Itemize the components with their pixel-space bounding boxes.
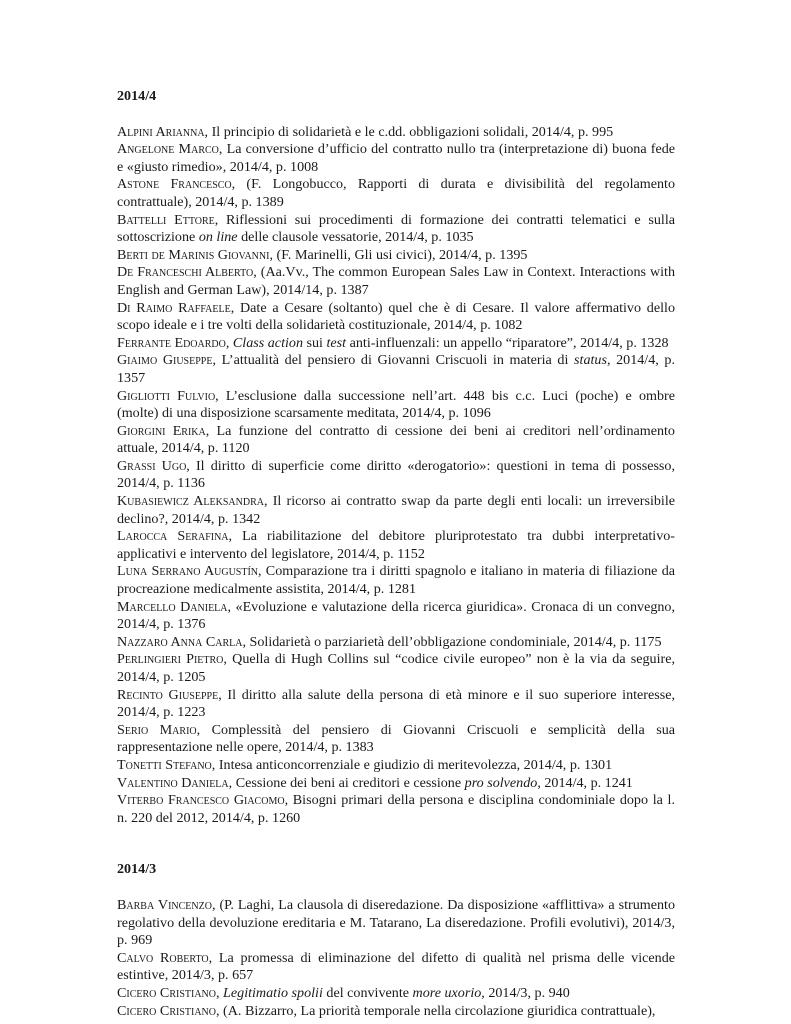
entry-text: , Solidarietà o parziarietà dell’obbligazione condominiale, 2014/4, p. 1175	[242, 633, 662, 650]
entry-author: Di Raimo Raffaele	[117, 299, 231, 316]
bibliography-entry	[117, 300, 675, 335]
bibliography-entry	[117, 1003, 675, 1021]
bibliography-entry	[117, 897, 675, 950]
entry-text: , Il diritto alla salute della persona di età minore e il suo superiore interesse, 2014/4, p. 1223	[117, 686, 675, 721]
entry-text: , Quella di Hugh Collins sul “codice civile europeo” non è la via da seguire, 2014/4, p. 1205	[117, 651, 675, 685]
bibliography-entry	[117, 141, 675, 176]
entry-author: Giaimo Giuseppe	[117, 352, 213, 369]
bibliography-entry	[117, 757, 675, 775]
bibliography-entry	[117, 950, 675, 985]
entry-author: Cicero Cristiano	[117, 984, 216, 1001]
entry-italic-text: more uxorio	[412, 984, 482, 1001]
entry-text: , Il principio di solidarietà e le c.dd. obbligazioni solidali, 2014/4, p. 995	[204, 123, 614, 140]
entry-italic-text: Class action	[232, 334, 303, 351]
bibliography-entry	[117, 124, 675, 142]
bibliography-entry	[117, 335, 675, 353]
entry-author: Grassi Ugo	[117, 457, 187, 474]
entry-list	[117, 124, 675, 828]
entry-text: , L’esclusione dalla successione nell’art. 448 bis c.c. Luci (poche) e ombre (molte) di una disposizione scarsamente meditata, 2014/4, p. 1096	[117, 387, 676, 422]
entry-text: , Cessione dei beni ai creditori e cessione	[228, 774, 465, 791]
entry-text: , Complessità del pensiero di Giovanni Criscuoli e semplicità della sua rappresentazione nelle opere, 2014/4, p. 1383	[117, 721, 675, 756]
bibliography-entry	[117, 458, 675, 493]
entry-author: Nazzaro Anna Carla	[117, 633, 243, 650]
entry-author: Viterbo Francesco Giacomo	[117, 792, 285, 809]
entry-text: , Comparazione tra i diritti spagnolo e italiano in materia di filiazione da procreazione medicalmente assistita, 2014/4, p. 1281	[117, 563, 675, 598]
entry-text: , Il diritto di superficie come diritto «derogatorio»: questioni in tema di possesso, 2014/4, p. 1136	[117, 457, 675, 492]
bibliography-entry	[117, 722, 675, 757]
index-section	[117, 861, 675, 1020]
bibliography-entry	[117, 423, 675, 458]
bibliography-entry	[117, 563, 675, 598]
section-heading: 2014/4	[117, 88, 157, 104]
entry-text: , La funzione del contratto di cessione dei beni ai creditori nell’ordinamento attuale, 2014/4, p. 1120	[117, 422, 675, 457]
entry-author: Perlingieri Pietro	[117, 651, 224, 668]
entry-author: Valentino Daniela	[117, 774, 229, 791]
entry-text: ,	[216, 984, 224, 1001]
entry-author: Alpini Arianna	[117, 123, 205, 140]
entry-text: , (F. Marinelli, Gli usi civici), 2014/4, p. 1395	[269, 246, 528, 263]
entry-author: Barba Vincenzo	[117, 896, 212, 913]
entry-author: Ferrante Edoardo	[117, 334, 226, 351]
bibliography-entry	[117, 599, 675, 634]
entry-text: , Bisogni primari della persona e disciplina condominiale dopo la l. n. 220 del 2012, 2014/4, p. 1260	[117, 792, 675, 826]
entry-text: , Il ricorso ai contratto swap da parte degli enti locali: un irreversibile declino?, 2014/4, p. 1342	[117, 493, 675, 527]
entry-text: , La riabilitazione del debitore pluriprotestato tra dubbi interpretativo-applicativi e intervento del legislatore, 2014/4, p. 1152	[117, 528, 675, 562]
entry-author: De Franceschi Alberto	[117, 264, 254, 281]
entry-text: , 2014/4, p. 1357	[117, 352, 676, 386]
bibliography-entry	[117, 985, 675, 1003]
section-heading: 2014/3	[117, 861, 157, 878]
entry-text: , (Aa.Vv., The common European Sales Law in Context. Interactions with English and German Law), 2014/14, p. 1387	[117, 264, 676, 298]
entry-text: , Intesa anticoncorrenziale e giudizio di meritevolezza, 2014/4, p. 1301	[211, 756, 613, 773]
index-section	[117, 88, 675, 827]
bibliography-entry	[117, 687, 675, 722]
sections-container	[117, 88, 675, 1020]
entry-text: ,	[225, 334, 233, 351]
entry-author: Angelone Marco	[117, 141, 219, 158]
entry-italic-text: status	[574, 352, 607, 369]
entry-author: Berti de Marinis Giovanni	[117, 246, 270, 263]
entry-italic-text: test	[326, 334, 347, 351]
entry-author: Marcello Daniela	[117, 598, 228, 615]
entry-text: , 2014/4, p. 1241	[537, 774, 633, 791]
entry-text: delle clausole vessatorie, 2014/4, p. 1035	[237, 229, 474, 246]
entry-text: anti-influenzali: un appello “riparatore”, 2014/4, p. 1328	[346, 334, 669, 351]
entry-text: , (F. Longobucco, Rapporti di durata e divisibilità del regolamento contrattuale), 2014/4, p. 1389	[117, 176, 675, 210]
entry-text: , (A. Bizzarro, La priorità temporale nella circolazione giuridica contrattuale),	[216, 1002, 656, 1019]
bibliography-entry	[117, 493, 675, 528]
entry-author: Gigliotti Fulvio	[117, 387, 216, 404]
bibliography-entry	[117, 528, 675, 563]
bibliography-entry	[117, 775, 675, 793]
entry-author: Calvo Roberto	[117, 949, 209, 966]
entry-text: , La conversione d’ufficio del contratto nullo tra (interpretazione di) buona fede e «giusto rimedio», 2014/4, p. 1008	[117, 141, 676, 175]
bibliography-entry	[117, 176, 675, 211]
bibliography-entry	[117, 264, 675, 299]
bibliography-entry	[117, 388, 675, 423]
entry-text: sui	[303, 334, 327, 351]
entry-author: Battelli Ettore	[117, 211, 215, 228]
document-page	[117, 88, 675, 1020]
entry-author: Luna Serrano Augustín	[117, 563, 259, 580]
entry-italic-text: pro solvendo	[464, 774, 538, 791]
entry-author: Giorgini Erika	[117, 422, 206, 439]
bibliography-entry	[117, 792, 675, 827]
entry-text: , (P. Laghi, La clausola di diseredazione. Da disposizione «afflittiva» a strumento regolativo della devoluzione ereditaria e M. Tatarano, La diseredazione. Profili evolutivi), 2014/3, p. 969	[117, 896, 675, 949]
bibliography-entry	[117, 651, 675, 686]
entry-author: Serio Mario	[117, 721, 197, 738]
entry-author: Tonetti Stefano	[117, 756, 212, 773]
entry-author: Larocca Serafina	[117, 528, 229, 545]
entry-author: Kubasiewicz Aleksandra	[117, 493, 264, 510]
entry-text: , Riflessioni sui procedimenti di formazione dei contratti telematici e sulla sottoscrizione	[117, 211, 675, 246]
entry-text: , Date a Cesare (soltanto) quel che è di Cesare. Il valore affermativo dello scopo ideale e i tre volti della solidarietà costituzionale, 2014/4, p. 1082	[117, 299, 675, 334]
entry-list	[117, 897, 675, 1020]
entry-author: Cicero Cristiano	[117, 1002, 216, 1019]
entry-text: , La promessa di eliminazione del difetto di qualità nel prisma delle vicende estintive, 2014/3, p. 657	[117, 949, 675, 984]
entry-italic-text: on line	[198, 229, 238, 246]
entry-text: , 2014/3, p. 940	[481, 984, 570, 1001]
bibliography-entry	[117, 352, 675, 387]
entry-text: del convivente	[322, 984, 413, 1001]
entry-text: , «Evoluzione e valutazione della ricerca giuridica». Cronaca di un convegno, 2014/4, p. 1376	[117, 598, 675, 633]
entry-author: Astone Francesco	[117, 176, 232, 193]
entry-italic-text: Legitimatio spolii	[223, 984, 323, 1001]
entry-author: Recinto Giuseppe	[117, 686, 219, 703]
bibliography-entry	[117, 634, 675, 652]
bibliography-entry	[117, 212, 675, 247]
bibliography-entry	[117, 247, 675, 265]
section-spacer	[117, 827, 675, 861]
entry-text: , L’attualità del pensiero di Giovanni Criscuoli in materia di	[212, 352, 575, 369]
